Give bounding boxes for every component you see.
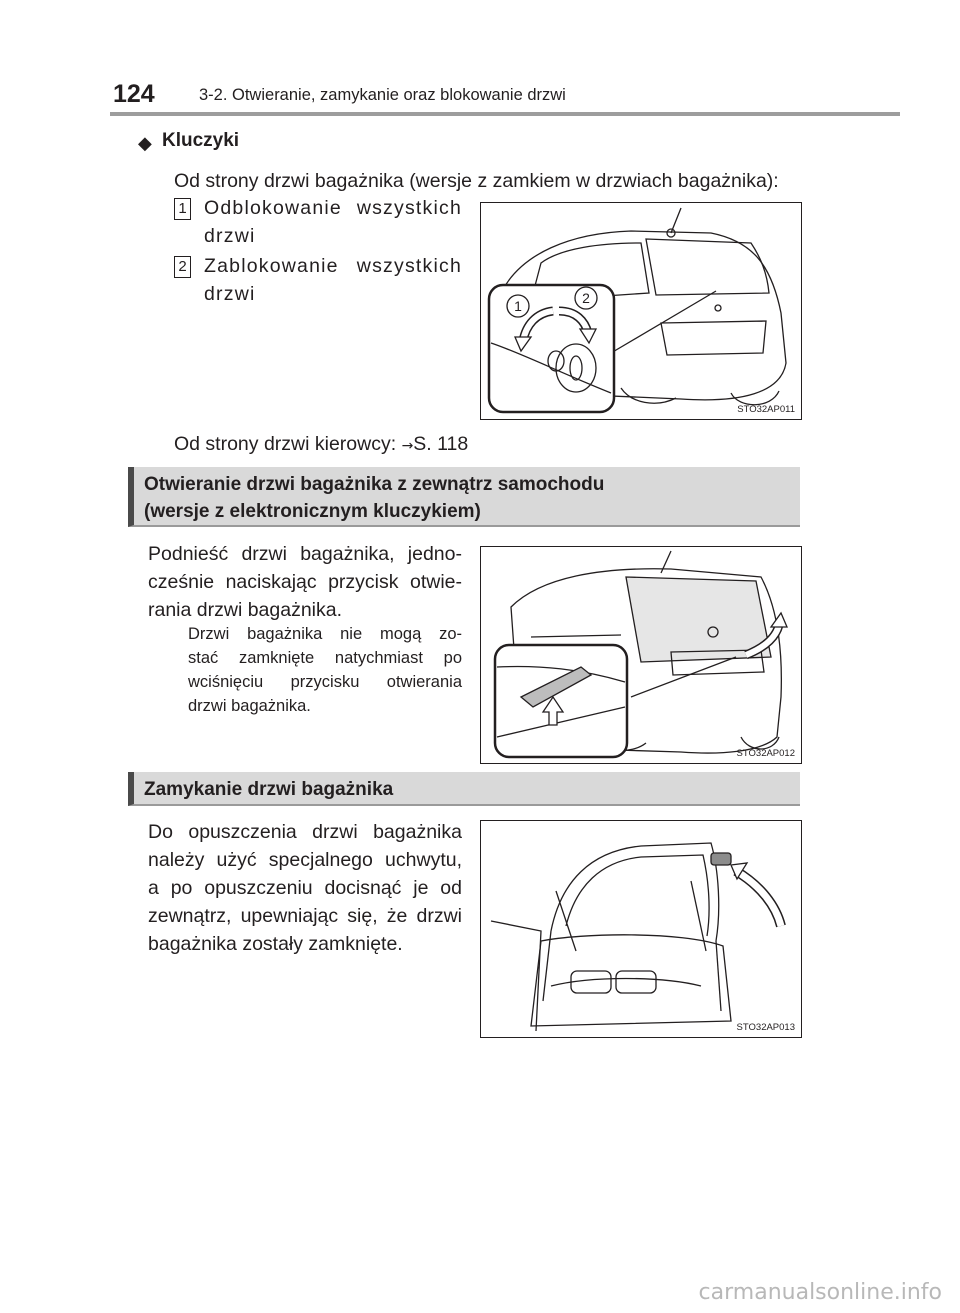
open-text-line3: rania drzwi bagażnika. <box>148 599 343 621</box>
figure-code: STO32AP011 <box>737 404 795 415</box>
section-title-open-line2: (wersje z elektronicznym kluczykiem) <box>144 501 481 522</box>
section-header-open-tailgate <box>128 467 800 527</box>
callout-1: 1 <box>514 298 522 314</box>
open-text-line2: cześnie naciskając przycisk otwie- <box>148 571 462 593</box>
open-tailgate-illustration <box>481 821 801 1037</box>
close-text-line2: należy użyć specjalnego uchwytu, <box>148 849 462 871</box>
close-text-line3: a po opuszczeniu docisnąć je od <box>148 877 462 899</box>
tailgate-button-illustration <box>481 547 801 763</box>
note-line1: Drzwi bagażnika nie mogą zo- <box>188 625 462 643</box>
arrow-right-icon: → <box>401 438 414 454</box>
section-header-close-tailgate <box>128 772 800 806</box>
driver-side-label: Od strony drzwi kierowcy: <box>174 433 397 455</box>
diamond-bullet-icon: ◆ <box>138 133 152 153</box>
note-line4: drzwi bagażnika. <box>188 697 311 715</box>
chapter-title: 3-2. Otwieranie, zamykanie oraz blokowanie drzwi <box>199 86 566 104</box>
step-number-2: 2 <box>174 256 191 278</box>
close-text-line5: bagażnika zostały zamknięte. <box>148 933 403 955</box>
callout-2: 2 <box>582 290 590 306</box>
figure-closing-handle <box>480 820 802 1038</box>
close-text-line1: Do opuszczenia drzwi bagażnika <box>148 821 462 843</box>
figure-tailgate-button <box>480 546 802 764</box>
step-2-line2: drzwi <box>204 283 256 305</box>
page-reference-link[interactable]: S. 118 <box>413 433 469 455</box>
keys-heading: Kluczyki <box>162 130 240 151</box>
figure-code: STO32AP013 <box>736 1022 795 1033</box>
open-text-line1: Podnieść drzwi bagażnika, jedno- <box>148 543 462 565</box>
driver-side-reference <box>174 430 468 460</box>
section-title-open-line1: Otwieranie drzwi bagażnika z zewnątrz samochodu <box>144 474 605 495</box>
keys-intro: Od strony drzwi bagażnika (wersje z zamkiem w drzwiach bagażnika): <box>174 170 779 192</box>
page-number: 124 <box>113 80 155 108</box>
close-text-line4: zewnątrz, upewniając się, że drzwi <box>148 905 462 927</box>
figure-key-lock <box>480 202 802 420</box>
step-1-line2: drzwi <box>204 225 256 247</box>
step-2-line1: Zablokowanie wszystkich <box>204 255 462 277</box>
step-number-1: 1 <box>174 198 191 220</box>
figure-code: STO32AP012 <box>736 748 795 759</box>
car-rear-key-illustration <box>481 203 801 419</box>
step-1-line1: Odblokowanie wszystkich <box>204 197 462 219</box>
header-divider <box>110 112 900 116</box>
watermark: carmanualsonline.info <box>698 1280 942 1305</box>
note-line2: stać zamknięte natychmiast po <box>188 649 462 667</box>
section-title-close: Zamykanie drzwi bagażnika <box>144 779 394 800</box>
note-line3: wciśnięciu przycisku otwierania <box>188 673 462 691</box>
